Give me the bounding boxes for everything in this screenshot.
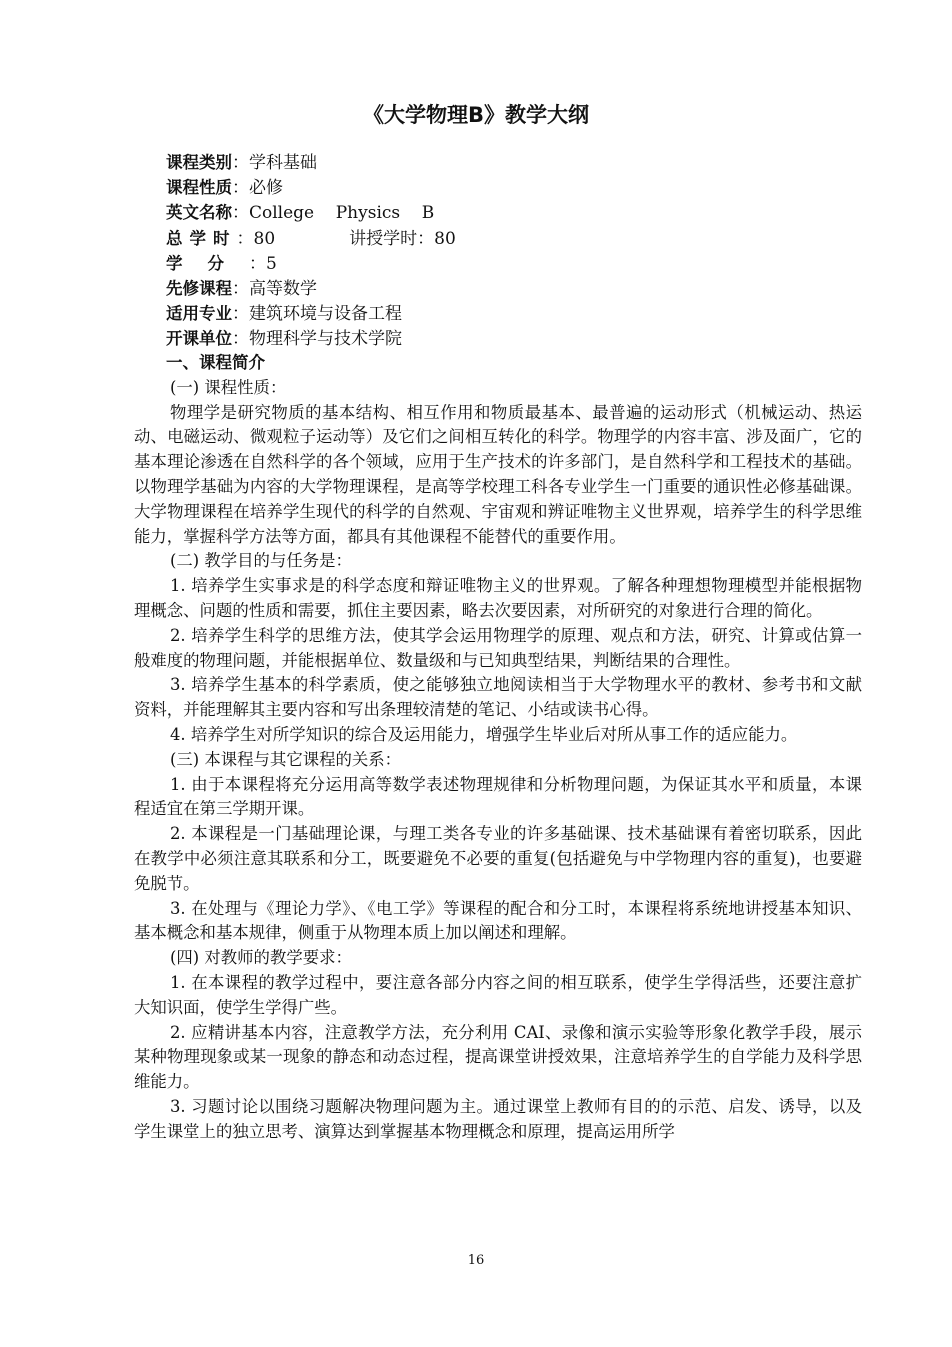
subsection-heading-requirements: (四) 对教师的教学要求： (170, 948, 352, 968)
unit-row (166, 326, 866, 351)
goal-item: 3. 培养学生基本的科学素质，使之能够独立地阅读相当于大学物理水平的教材、参考书和文献资料，并能理解其主要内容和写出条理较清楚的笔记、小结或读书心得。 (134, 675, 862, 720)
lecture-hours: 讲授学时：80 (349, 228, 456, 249)
total-hours-label: 总学时 (166, 228, 237, 248)
relation-item: 2. 本课程是一门基础理论课，与理工类各专业的许多基础课、技术基础课有着密切联系，因此在教学中必须注意其联系和分工，既要避免不必要的重复(包括避免与中学物理内容的重复)，也要避免脱节。 (134, 824, 862, 893)
colon: ： (236, 228, 254, 249)
course-category-label: 课程类别 (166, 153, 232, 172)
requirement-item: 2. 应精讲基本内容，注意教学方法，充分利用 CAI、录像和演示实验等形象化教学手段，展示某种物理现象或某一现象的静态和动态过程，提高课堂讲授效果，注意培养学生的自学能力及科学思维能力。 (134, 1022, 862, 1092)
relation-item: 1. 由于本课程将充分运用高等数学表述物理规律和分析物理问题，为保证其水平和质量，本课程适宜在第三学期开课。 (134, 774, 862, 819)
course-nature-row (166, 175, 866, 200)
major-label: 适用专业 (166, 304, 232, 324)
document-body (134, 351, 862, 1145)
course-category-value: 学科基础 (249, 153, 317, 173)
section-heading: 一、课程简介 (166, 353, 265, 372)
colon: ： (232, 329, 249, 350)
english-name-value: College Physics B (249, 203, 435, 224)
paragraph-nature: 物理学是研究物质的基本结构、相互作用和物质最基本、最普遍的运动形式（机械运动、热运动、电磁运动、微观粒子运动等）及它们之间相互转化的科学。物理学的内容丰富、涉及面广，它的基本理论渗透在自然科学的各个领域，应用于生产技术的许多部门，是自然科学和工程技术的基础。以物理学基础为内容的大学物理课程，是高等学校理工科各专业学生一门重要的通识性必修基础课。大学物理课程在培养学生现代的科学的自然观、宇宙观和辨证唯物主义世界观，培养学生的科学思维能力，掌握科学方法等方面，都具有其他课程不能替代的重要作用。 (134, 402, 862, 546)
unit-value: 物理科学与技术学院 (249, 329, 402, 350)
colon: ： (232, 153, 249, 173)
colon: ： (232, 304, 249, 325)
relation-item: 3. 在处理与《理论力学》、《电工学》等课程的配合和分工时，本课程将系统地讲授基本知识、基本概念和基本规律，侧重于从物理本质上加以阐述和理解。 (134, 898, 862, 943)
course-nature-label: 课程性质 (166, 178, 232, 198)
requirement-item: 1. 在本课程的教学过程中，要注意各部分内容之间的相互联系，使学生学得活些，还要注意扩大知识面，使学生学得广些。 (134, 972, 862, 1017)
credits-value: 5 (266, 253, 277, 274)
subsection-heading-relations: (三) 本课程与其它课程的关系： (170, 749, 402, 769)
prerequisite-label: 先修课程 (166, 278, 232, 298)
colon: ： (249, 253, 266, 274)
course-info (166, 150, 866, 352)
credits-row (166, 251, 866, 276)
prerequisite-row (166, 276, 866, 301)
goal-item: 2. 培养学生科学的思维方法，使其学会运用物理学的原理、观点和方法，研究、计算或估算一般难度的物理问题，并能根据单位、数量级和与已知典型结果，判断结果的合理性。 (134, 625, 862, 670)
unit-label: 开课单位 (166, 329, 232, 349)
colon: ： (232, 203, 249, 224)
goal-item: 1. 培养学生实事求是的科学态度和辩证唯物主义的世界观。了解各种理想物理模型并能根据物理概念、问题的性质和需要，抓住主要因素，略去次要因素，对所研究的对象进行合理的简化。 (134, 576, 862, 620)
colon: ： (232, 278, 249, 299)
subsection-heading-goals: (二) 教学目的与任务是： (170, 551, 352, 571)
major-value: 建筑环境与设备工程 (249, 304, 402, 325)
goal-item: 4. 培养学生对所学知识的综合及运用能力，增强学生毕业后对所从事工作的适应能力。 (170, 724, 798, 744)
prerequisite-value: 高等数学 (249, 278, 317, 299)
course-category-row (166, 150, 866, 175)
english-name-label: 英文名称 (166, 203, 232, 223)
subsection-heading-nature: (一) 课程性质： (170, 377, 287, 397)
course-nature-value: 必修 (249, 178, 283, 199)
document-title: 《大学物理B》教学大纲 (362, 103, 589, 127)
english-name-row (166, 200, 866, 225)
requirement-item: 3. 习题讨论以围绕习题解决物理问题为主。通过课堂上教师有目的的示范、启发、诱导，以及学生课堂上的独立思考、演算达到掌握基本物理概念和原理，提高运用所学 (134, 1096, 862, 1141)
credits-label: 学分 (166, 253, 249, 273)
total-hours-value: 80 (253, 228, 276, 249)
page-number: 16 (467, 1253, 485, 1268)
total-hours-row (166, 226, 866, 251)
major-row (166, 301, 866, 326)
colon: ： (232, 178, 249, 199)
